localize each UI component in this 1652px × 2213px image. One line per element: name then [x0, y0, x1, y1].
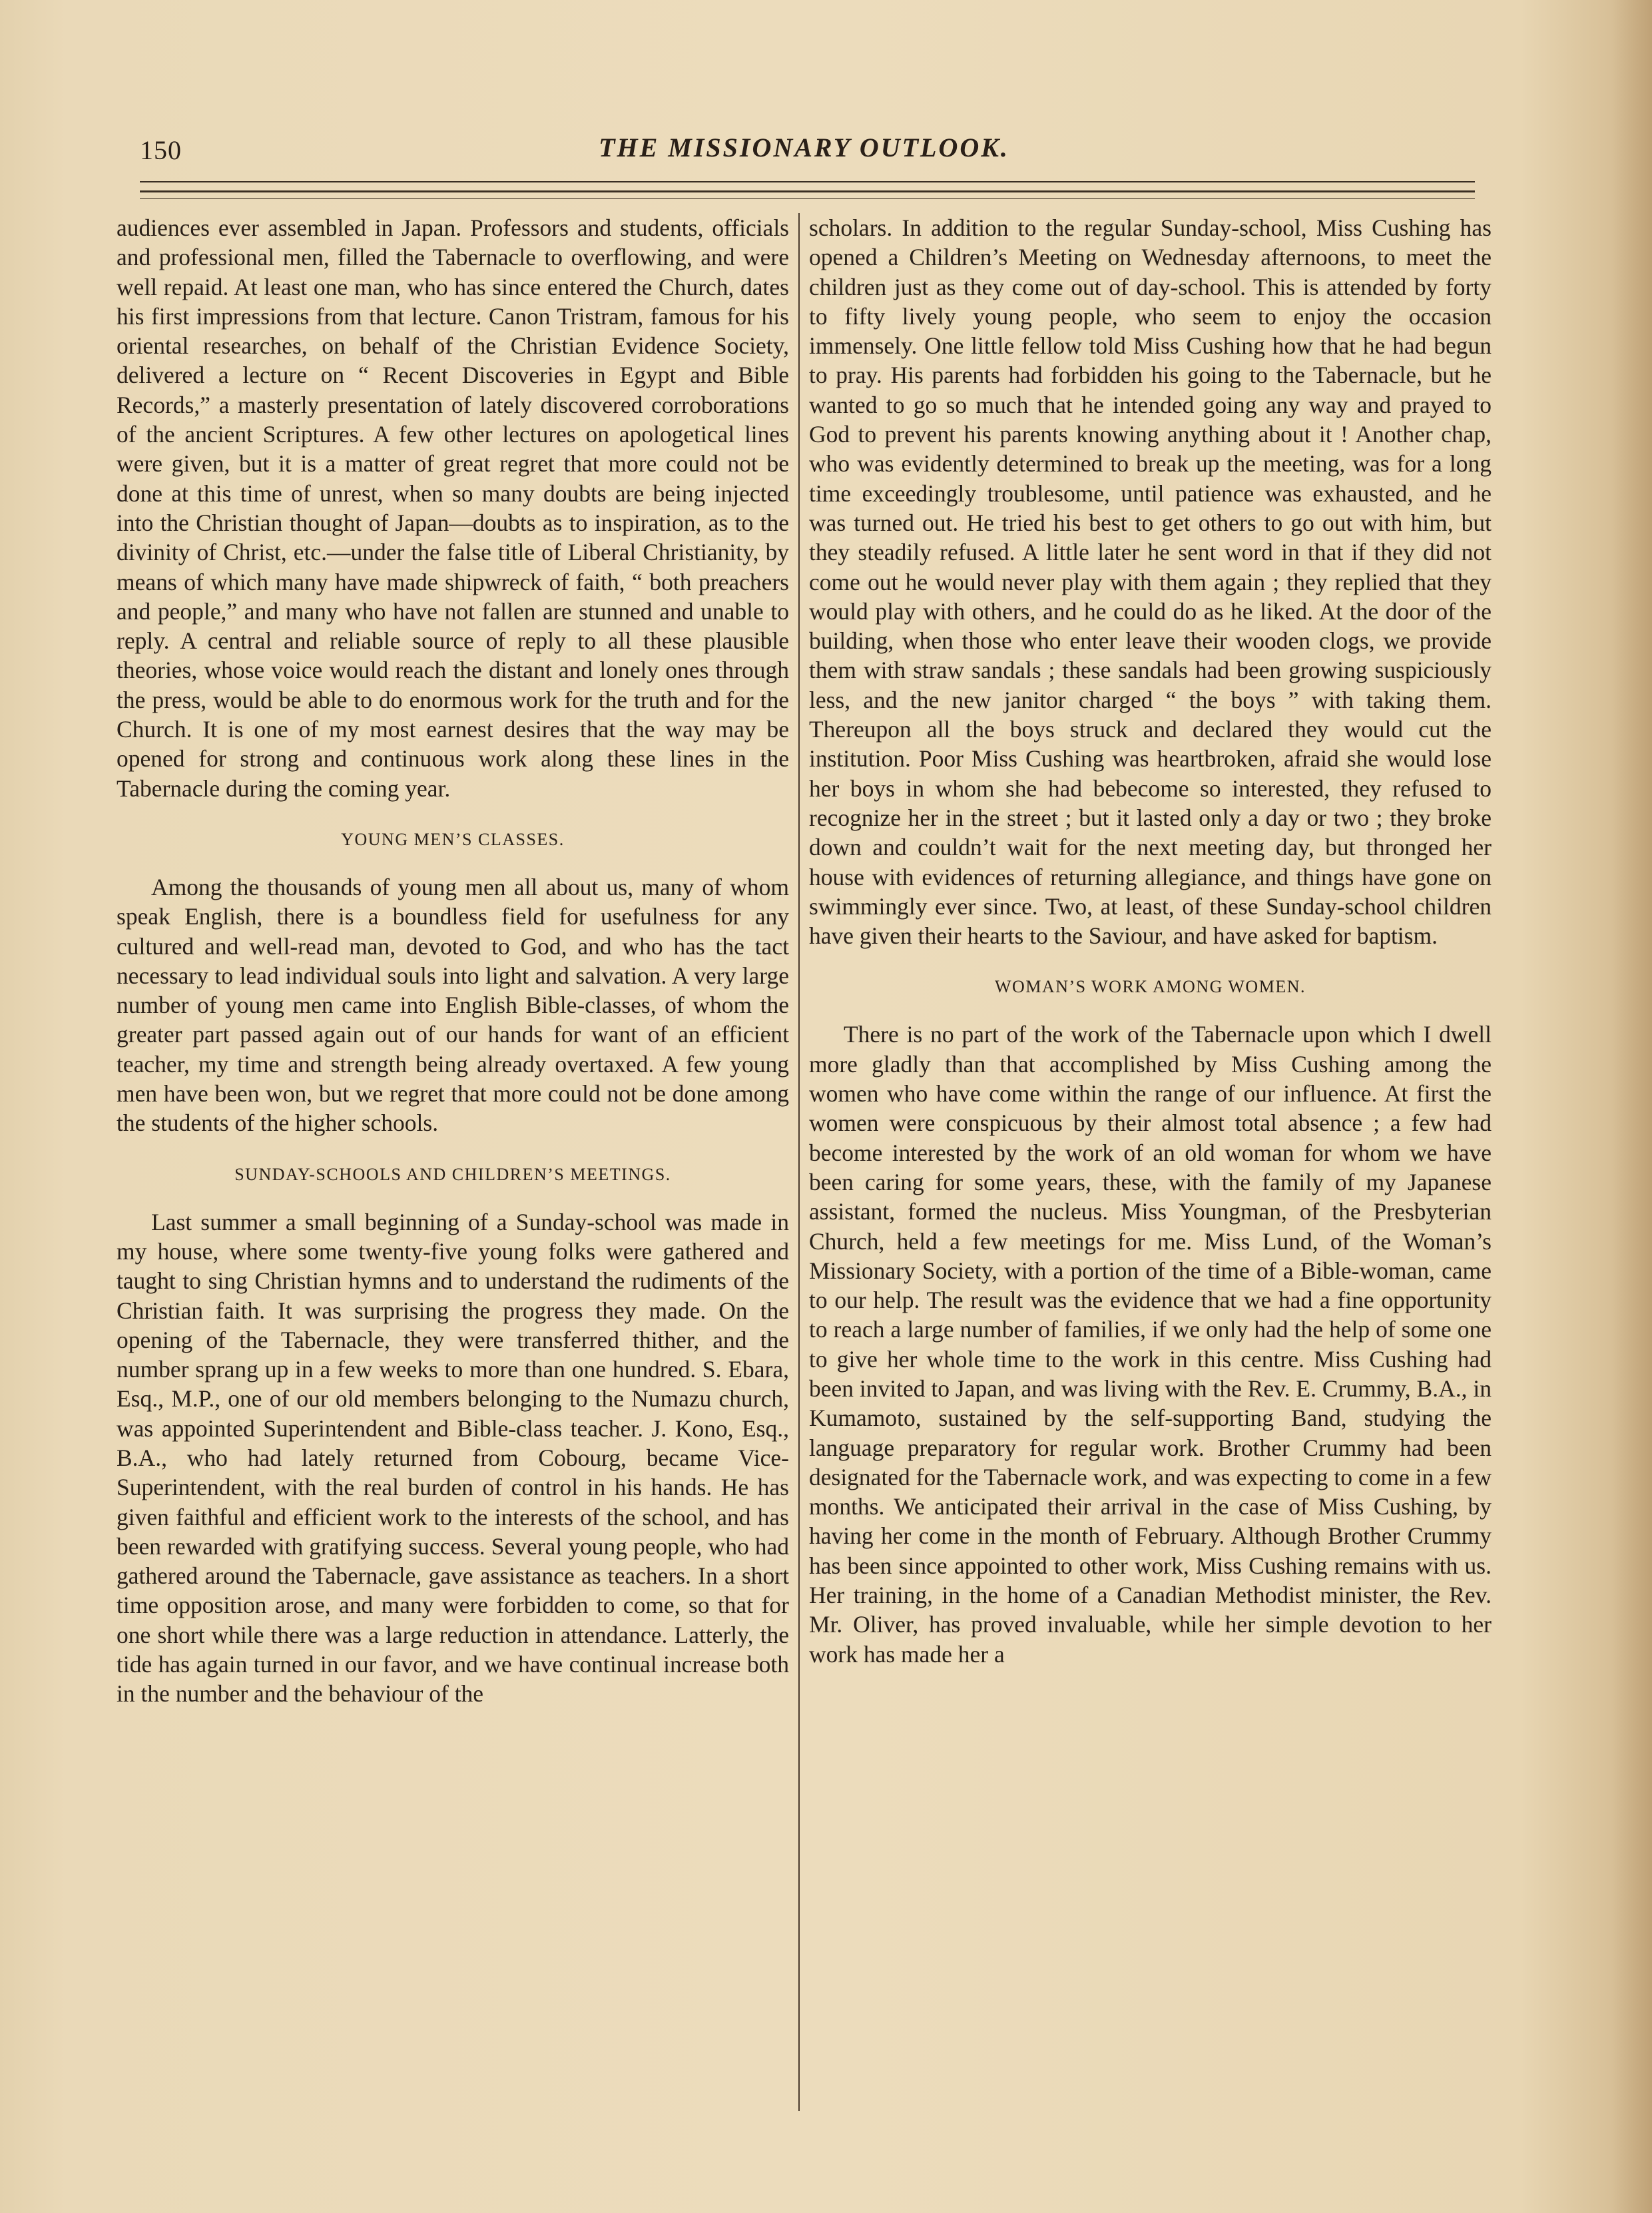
header-rule-top	[140, 181, 1475, 182]
page-header	[140, 127, 1468, 173]
left-column	[117, 213, 789, 1709]
right-column	[809, 213, 1492, 1669]
header-rule-bottom	[140, 198, 1475, 199]
paragraph: There is no part of the work of the Tabernacle upon which I dwell more gladly than that accomplished by Miss Cushing among the women who have come within the range of our influence. At first the women were conspicuous by their almost total absence ; a few had become interested by the work of an old woman for whom we have been caring for some years, these, with the family of my Japanese assistant, formed the nucleus. Miss Youngman, of the Presbyterian Church, held a few meetings for me. Miss Lund, of the Woman’s Missionary Society, with a portion of the time of a Bible-woman, came to our help. The result was the evidence that we had a fine opportunity to reach a large number of families, if we only had the help of some one to give her whole time to the work in this centre. Miss Cushing had been invited to Japan, and was living with the Rev. E. Crummy, B.A., in Kumamoto, sustained by the self-supporting Band, studying the language preparatory for regular work. Brother Crummy had been designated for the Tabernacle work, and was expecting to come in a few months. We anticipated their arrival in the case of Miss Cushing, by having her come in the month of February. Although Brother Crummy has been since appointed to other work, Miss Cushing remains with us. Her training, in the home of a Canadian Methodist minister, the Rev. Mr. Oliver, has proved invaluable, while her simple devotion to her work has made her a	[809, 1021, 1492, 1668]
page-number: 150	[140, 135, 182, 165]
paragraph: scholars. In addition to the regular Sunday-school, Miss Cushing has opened a Children’s Meeting on Wednesday afternoons, to meet the children just as they come out of day-school. This is attended by forty to fifty lively young people, who seem to enjoy the occasion immensely. One little fellow told Miss Cushing how that he had begun to pray. His parents had forbidden his going to the Tabernacle, but he wanted to go so much that he intended going any way and prayed to God to prevent his parents knowing anything about it ! Another chap, who was evidently determined to break up the meeting, was for a long time exceedingly troublesome, until patience was exhausted, and he was turned out. He tried his best to get others to go out with him, but they steadily refused. A little later he sent word in that if they did not come out he would never play with them again ; they replied that they would play with others, and he could do as he liked. At the door of the building, when those who enter leave their wooden clogs, we provide them with straw sandals ; these sandals had been growing suspiciously less, and the new janitor charged “ the boys ” with taking them. Thereupon all the boys struck and declared they would cut the institution. Poor Miss Cushing was heartbroken, afraid she would lose her boys in whom she had bebecome so interested, they refused to recognize her in the street ; but it lasted only a day or two ; they broke down and couldn’t wait for the next meeting day, but thronged her house with evidences of returning allegiance, and things have gone on swimmingly ever since. Two, at least, of these Sunday-school children have given their hearts to the Saviour, and have asked for baptism.	[809, 214, 1492, 950]
section-heading-womans-work: WOMAN’S WORK AMONG WOMEN.	[995, 977, 1306, 997]
section-heading-young-men: YOUNG MEN’S CLASSES.	[341, 829, 565, 849]
header-rule-middle	[140, 190, 1475, 192]
section-heading-sunday-schools: SUNDAY-SCHOOLS AND CHILDREN’S MEETINGS.	[234, 1164, 671, 1184]
page-edge-shadow	[1612, 0, 1652, 2213]
journal-title: THE MISSIONARY OUTLOOK.	[599, 133, 1009, 162]
paragraph: Among the thousands of young men all about us, many of whom speak English, there is a boundless field for usefulness for any cultured and well-read man, devoted to God, and who has the tact necessary to lead individual souls into light and salvation. A very large number of young men came into English Bible-classes, of whom the greater part passed again out of our hands for want of an efficient teacher, my time and strength being already overtaxed. A few young men have been won, but we regret that more could not be done among the students of the higher schools.	[117, 873, 789, 1137]
column-divider	[798, 213, 800, 2111]
paragraph: Last summer a small beginning of a Sunday-school was made in my house, where some twenty-five young folks were gathered and taught to sing Christian hymns and to understand the rudiments of the Christian faith. It was surprising the progress they made. On the opening of the Tabernacle, they were transferred thither, and the number sprang up in a few weeks to more than one hundred. S. Ebara, Esq., M.P., one of our old members belonging to the Numazu church, was appointed Superintendent and Bible-class teacher. J. Kono, Esq., B.A., who had lately returned from Cobourg, became Vice-Superintendent, with the real burden of control in his hands. He has given faithful and efficient work to the interests of the school, and has been rewarded with gratifying success. Several young people, who had gathered around the Tabernacle, gave assistance as teachers. In a short time opposition arose, and many were forbidden to come, so that for one short while there was a large reduction in attendance. Latterly, the tide has again turned in our favor, and we have continual increase both in the number and the behaviour of the	[117, 1208, 789, 1708]
paragraph: audiences ever assembled in Japan. Professors and students, officials and professional men, filled the Tabernacle to overflowing, and were well repaid. At least one man, who has since entered the Church, dates his first impressions from that lecture. Canon Tristram, famous for his oriental researches, on behalf of the Christian Evidence Society, delivered a lecture on “ Recent Discoveries in Egypt and Bible Records,” a masterly presentation of lately discovered corroborations of the ancient Scriptures. A few other lectures on apologetical lines were given, but it is a matter of great regret that more could not be done at this time of unrest, when so many doubts are being injected into the Christian thought of Japan—doubts as to inspiration, as to the divinity of Christ, etc.—under the false title of Liberal Christianity, by means of which many have made shipwreck of faith, “ both preachers and people,” and many who have not fallen are stunned and unable to reply. A central and reliable source of reply to all these plausible theories, whose voice would reach the distant and lonely ones through the press, would be able to do enormous work for the truth and for the Church. It is one of my most earnest desires that the way may be opened for strong and continuous work along these lines in the Tabernacle during the coming year.	[117, 214, 789, 802]
